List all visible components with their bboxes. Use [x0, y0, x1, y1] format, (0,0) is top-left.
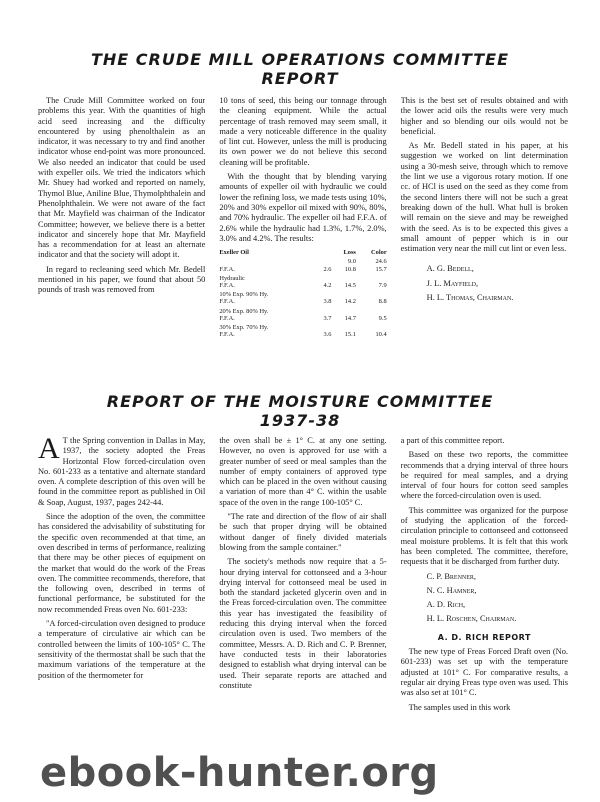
report2-column-1 [38, 436, 205, 781]
watermark: ebook-hunter.org [40, 750, 439, 796]
signature: J. L. Mayfield, [426, 278, 479, 288]
paragraph: "A forced-circulation oven designed to produce a temperature of circulative air which can be controlled between the limits of 100-105° C. The sensitivity of the thermostat shall be such that the maximum variations of the temperature at the position of the thermometer for [38, 619, 206, 680]
subsection-heading: A. D. RICH REPORT [437, 632, 531, 642]
report2-title [40, 392, 560, 430]
paragraph: a part of this committee report. [400, 436, 505, 445]
table-cell: 20% Exp. 80% Hy. F.F.A. [219, 307, 269, 322]
table-header-row [219, 248, 386, 257]
table-cell: 3.6 [323, 331, 332, 339]
paragraph: As Mr. Bedell stated in his paper, at his suggestion we worked on lint determination using a 30-mesh seive, through which to remove the lint we use a vigorous rotary motion. If one cc. of HCl is used on the seed as they come from the second linters there will not be such a great breaking down of the hull. What hull is broken will remain on the sieve and may be reweighed with the seed. As is to be expected this gives a small amount of pepper which is in our estimation very near the mill cut lint or even less. [400, 141, 568, 254]
report1-title-line2: REPORT [261, 69, 339, 88]
report1-column-3 [401, 96, 568, 376]
table-row [219, 307, 386, 323]
table-cell: 24.6 15.7 [375, 258, 387, 273]
paragraph: Since the adoption of the oven, the committee has considered the advisability of substituting for the specific oven recommended at that time, an oven described in terms of performance, realizing that there may be other pieces of equipment on the market that would do the work of the Freas oven. The committee recommends, therefore, that the following oven, described in terms of functional performance, be substituted for the now recommended Freas oven No. 601-233: [38, 512, 206, 614]
table-row [219, 323, 386, 339]
paragraph: the oven shall be ± 1° C. at any one setting. However, no oven is approved for use with a greater number of seed or meal samples than the number of empty containers of approved type which can be placed in the oven without causing a variation of more than 4° C. within the usable space of the oven in the range 100-105° C. [219, 436, 387, 507]
table-cell: 10.4 [375, 331, 387, 339]
paragraph: With the thought that by blending varying amounts of expeller oil with hydraulic we could lower the refining loss, we made tests using 10%, 20% and 30% expellor oil mixed with 90%, 80%, and 70% hydraulic. The expeller oil had F.F.A. of 2.6% while the hydraulic had 1.3%, 1.7%, 2.0%, 3.0% and 4.2%. The results: [219, 172, 387, 243]
table-cell: 15.1 [344, 331, 356, 339]
paragraph: The society's methods now require that a 5-hour drying interval for cottonseed and a 3-hour drying interval for cottonseed meal be used in both the standard jacketed glycerin oven and in the Freas forced-circulation oven. The committee this year has investigated the feasibility of reducing this drying interval when the forced circulation oven is used. Two members of the committee, Messrs. A. D. Rich and C. P. Brenner, have conducted tests in their laboratories designed to establish what drying interval can be used. Their separate reports are attached and constitute [219, 557, 387, 690]
paragraph: This committee was organized for the purpose of studying the application of the forced-circulation principle to cottonseed and cottonseed meal moisture problems. It is felt that this work has been completed. The committee, therefore, requests that it be discharged from further duty. [400, 505, 568, 567]
table-header [316, 248, 332, 257]
table-row [219, 274, 386, 290]
table-row [219, 290, 386, 306]
paragraph: This is the best set of results obtained and with the lower acid oils the results were very much higher and so blending our oils would not be beneficial. [400, 96, 568, 136]
table-cell: 9.0 10.8 [344, 258, 356, 273]
paragraph-text: T the Spring convention in Dallas in May, 1937, the society adopted the Freas Horizontal Flow forced-circulation oven No. 601-233 as a tentative and alternate standard oven. A complete description of this oven will be found in the committee report as published in Oil & Soap, August, 1937, pages 242-44. [38, 436, 206, 507]
table-cell: 3.7 [323, 314, 332, 322]
signature: C. P. Brenner, [426, 571, 477, 581]
table-row [219, 257, 386, 273]
paragraph: The new type of Freas Forced Draft oven (No. 601-233) was set up with the temperature adjusted at 101° C. For comparative results, a regular air drying Freas type oven was used. This was also set at 101° C. [400, 647, 568, 698]
table-cell: 8.8 [378, 298, 387, 306]
paragraph [38, 436, 205, 508]
report2-column-3 [401, 436, 568, 781]
results-table [219, 248, 386, 339]
paragraph: The samples used in this work [408, 702, 511, 712]
table-cell: F.F.A. [219, 265, 235, 273]
report1-title-line1: THE CRUDE MILL OPERATIONS COMMITTEE [90, 50, 510, 69]
paragraph: "The rate and direction of the flow of air shall be such that proper drying will be obtained without danger of finely divided materials blowing from the sample container." [219, 512, 387, 552]
signature: A. D. Rich, [426, 600, 466, 610]
report1-body [38, 96, 568, 376]
table-header: Loss [343, 249, 356, 257]
report1-column-1 [38, 96, 205, 376]
paragraph: The Crude Mill Committee worked on four problems this year. With the quantities of high acid seed increasing and the difficulty encountered by using phenolthalein as an indicator, it was necessary to try and find another indicator whose end-point was more pronounced. We also needed an indicator that could be used with expeller oils. We tried the indicators which Mr. Shuey had worked and reported on namely, Thymol Blue, Aniline Blue, Thymolphthalein and Phenolphthalein. We were not aware of the fact that Mr. Mayfield was chairman of the Indicator Committee; however, we believe there is a better indicator and sincerely hope that Mr. Mayfield has a recommendation for at least an alternate indicator and that the society will adopt it. [38, 96, 206, 260]
table-cell: 9.5 [378, 314, 387, 322]
table-cell: 14.2 [344, 298, 356, 306]
table-cell: 3.8 [323, 298, 332, 306]
table-cell: 14.5 [344, 281, 356, 289]
paragraph: Based on these two reports, the committee recommends that a drying interval of three hours be required for meal samples, and a drying interval of four hours for cotton seed samples where the forced-circulation oven is used. [400, 450, 568, 501]
table-cell: 2.6 [323, 265, 332, 273]
report2-body [38, 436, 568, 781]
report2-title-line2: 1937-38 [259, 411, 341, 430]
paragraph: In regard to recleaning seed which Mr. Bedell mentioned in his paper, we found that about 50 pounds of trash was removed from [38, 264, 206, 295]
table-cell: 14.7 [344, 314, 356, 322]
signature: A. G. Bedell, [426, 264, 474, 274]
paragraph: 10 tons of seed, this being our tonnage through the cleaning equipment. While the actual percentage of trash removed may seem small, it made a very noticeable difference in the quality of lint cut. However, unless the mill is producing its own power we do not believe this second cleaning will be profitable. [219, 96, 387, 167]
table-cell: 7.9 [378, 281, 387, 289]
signature: H. L. Roschen, Chairman. [426, 614, 517, 624]
table-cell: Hydraulic F.F.A. [219, 274, 245, 289]
table-header: Exeller Oil [219, 249, 249, 257]
drop-cap: A [38, 436, 60, 465]
report1-column-2 [219, 96, 386, 376]
table-header: Color [371, 249, 387, 257]
report1-title [40, 50, 560, 88]
table-cell: 10% Exp. 90% Hy. F.F.A. [219, 291, 269, 306]
report2-title-line1: REPORT OF THE MOISTURE COMMITTEE [106, 392, 494, 411]
signature: N. C. Hamner, [426, 585, 477, 595]
table-cell: 30% Exp. 70% Hy. F.F.A. [219, 323, 269, 339]
signature: H. L. Thomas, Chairman. [426, 293, 514, 303]
table-cell: 4.2 [323, 281, 332, 289]
report2-column-2 [219, 436, 386, 781]
